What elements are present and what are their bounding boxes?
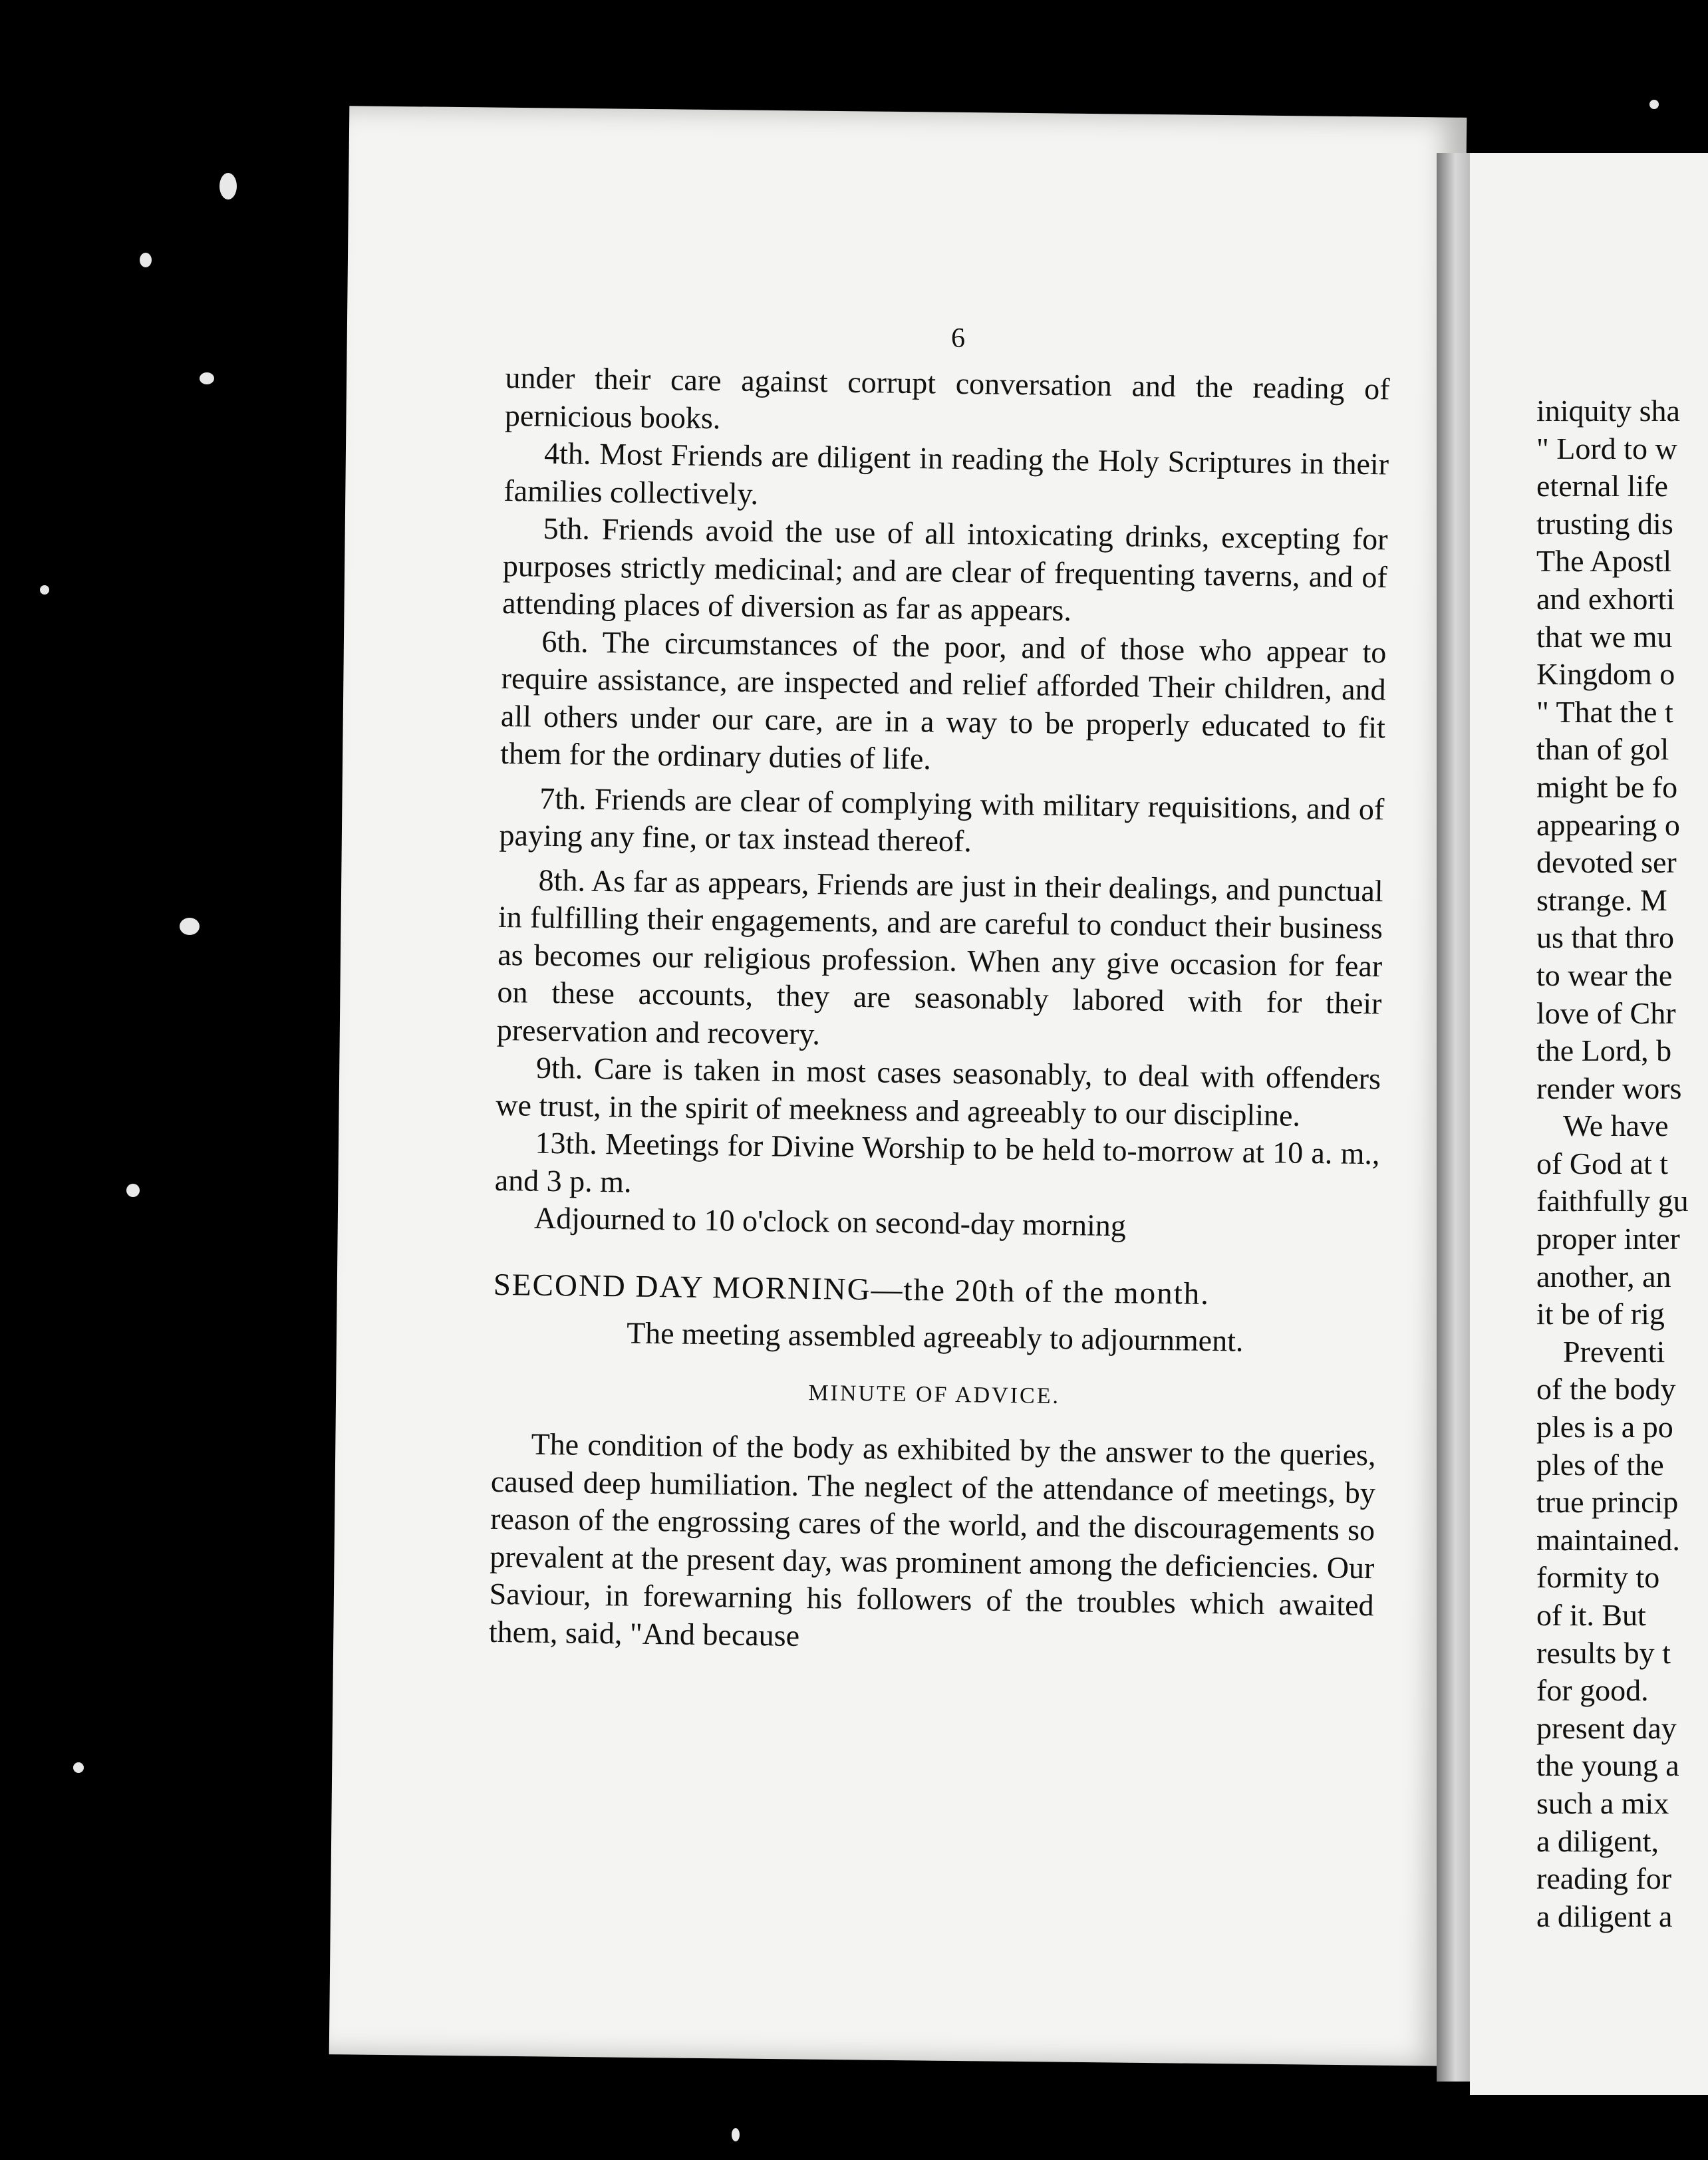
right-page-line: a diligent a xyxy=(1536,1899,1673,1933)
paragraph-8th: 8th. As far as appears, Friends are just in their dealings, and punctual in fulfilling their engagements, and are careful to conduct their business as becomes our religious profession. When any give occasion for fear on these accounts, they are seasonably labored with for their preservation and recovery. xyxy=(496,863,1383,1051)
right-page-line: of God at t xyxy=(1536,1146,1669,1180)
right-page-line: We have xyxy=(1563,1109,1669,1143)
background-speck xyxy=(200,372,214,384)
right-page-line: trusting dis xyxy=(1536,506,1673,541)
right-page-line: for good. xyxy=(1536,1673,1649,1708)
right-page-line: reading for xyxy=(1536,1861,1672,1896)
right-page-line: formity to xyxy=(1536,1560,1660,1595)
right-page-line: present day xyxy=(1536,1710,1677,1745)
right-page-line: " That the t xyxy=(1536,694,1673,729)
right-page-line: than of gol xyxy=(1536,732,1669,767)
paragraph-7th: 7th. Friends are clear of complying with military requisitions, and of paying any fine, or tax instead thereof. xyxy=(499,781,1385,859)
right-page-line: strange. M xyxy=(1536,882,1667,917)
right-page-line: that we mu xyxy=(1536,619,1673,654)
right-page-line: Kingdom o xyxy=(1536,657,1675,692)
right-page-line: us that thro xyxy=(1536,920,1674,955)
right-page-line: appearing o xyxy=(1536,807,1680,842)
right-page-line: ples is a po xyxy=(1536,1410,1673,1444)
right-page-line: proper inter xyxy=(1536,1222,1680,1256)
paragraph-9th: 9th. Care is taken in most cases seasonably, to deal with offenders we trust, in the spirit of meekness and agreeably to our discipline. xyxy=(495,1050,1381,1133)
background-speck xyxy=(1649,100,1659,109)
paragraph-13th: 13th. Meetings for Divine Worship to be held to-morrow at 10 a. m., and 3 p. m. xyxy=(494,1125,1380,1199)
background-speck xyxy=(40,585,49,595)
right-page-line: eternal life xyxy=(1536,469,1668,503)
right-page-line: it be of rig xyxy=(1536,1297,1665,1331)
right-page-text xyxy=(1536,392,1708,1935)
left-page-text xyxy=(489,359,1390,1662)
page-number: 6 xyxy=(951,323,965,354)
paragraph-continuation: under their care against corrupt conversation and the reading of pernicious books. xyxy=(504,360,1390,435)
right-page-line: the young a xyxy=(1536,1748,1679,1783)
background-speck xyxy=(180,918,200,935)
right-page-line: the Lord, b xyxy=(1536,1033,1672,1068)
right-page-line: render wors xyxy=(1536,1071,1682,1105)
section-heading: SECOND DAY MORNING—the 20th of the month. xyxy=(493,1267,1210,1311)
adjournment-line: Adjourned to 10 o'clock on second-day morning xyxy=(533,1200,1127,1243)
minute-paragraph: The condition of the body as exhibited by the answer to the queries, caused deep humiliation. The neglect of the attendance of meetings, by reason of the engrossing cares of the world, and the discouragements so prevalent at the present day, was prominent among the deficiencies. Our Saviour, in forewarning his followers of the troubles which awaited them, said, "And because xyxy=(488,1426,1376,1653)
right-page-line: might be fo xyxy=(1536,769,1678,804)
right-page-line: of it. But xyxy=(1536,1598,1646,1632)
background-speck xyxy=(126,1184,140,1197)
minute-title: MINUTE OF ADVICE. xyxy=(808,1380,1061,1409)
right-page-line: Preventi xyxy=(1563,1334,1665,1369)
right-page-line: such a mix xyxy=(1536,1786,1669,1820)
right-page-line: faithfully gu xyxy=(1536,1184,1689,1218)
right-page-line: iniquity sha xyxy=(1536,394,1680,428)
background-speck xyxy=(732,2128,740,2141)
right-page-line: devoted ser xyxy=(1536,845,1677,880)
right-page-line: The Apostl xyxy=(1536,544,1672,579)
paragraph-5th: 5th. Friends avoid the use of all intoxicating drinks, excepting for purposes strictly medicinal; and are clear of frequenting taverns, and of attending places of diversion as far as appears. xyxy=(501,511,1388,628)
right-page-line: a diligent, xyxy=(1536,1823,1659,1858)
right-page-line: love of Chr xyxy=(1536,996,1676,1030)
background-speck xyxy=(140,253,152,267)
right-page-line: " Lord to w xyxy=(1536,431,1677,466)
right-page-line: of the body xyxy=(1536,1372,1676,1407)
right-page-line: maintained. xyxy=(1536,1522,1680,1557)
paragraph-6th: 6th. The circumstances of the poor, and of those who appear to require assistance, are inspected and relief afforded Their children, and all others under our care, are in a way to be properly educated to fit them for the ordinary duties of life. xyxy=(499,624,1387,776)
right-page-line: true princip xyxy=(1536,1485,1679,1520)
right-page-line: ples of the xyxy=(1536,1447,1664,1482)
right-page-line: another, an xyxy=(1536,1259,1671,1293)
right-page-line: and exhorti xyxy=(1536,581,1675,616)
background-speck xyxy=(219,173,237,200)
paragraph-4th: 4th. Most Friends are diligent in reading the Holy Scriptures in their families collectively. xyxy=(503,436,1389,511)
background-speck xyxy=(73,1762,84,1773)
right-page-line: results by t xyxy=(1536,1635,1671,1670)
assembled-line: The meeting assembled agreeably to adjournment. xyxy=(626,1315,1244,1358)
right-page-line: to wear the xyxy=(1536,958,1673,992)
